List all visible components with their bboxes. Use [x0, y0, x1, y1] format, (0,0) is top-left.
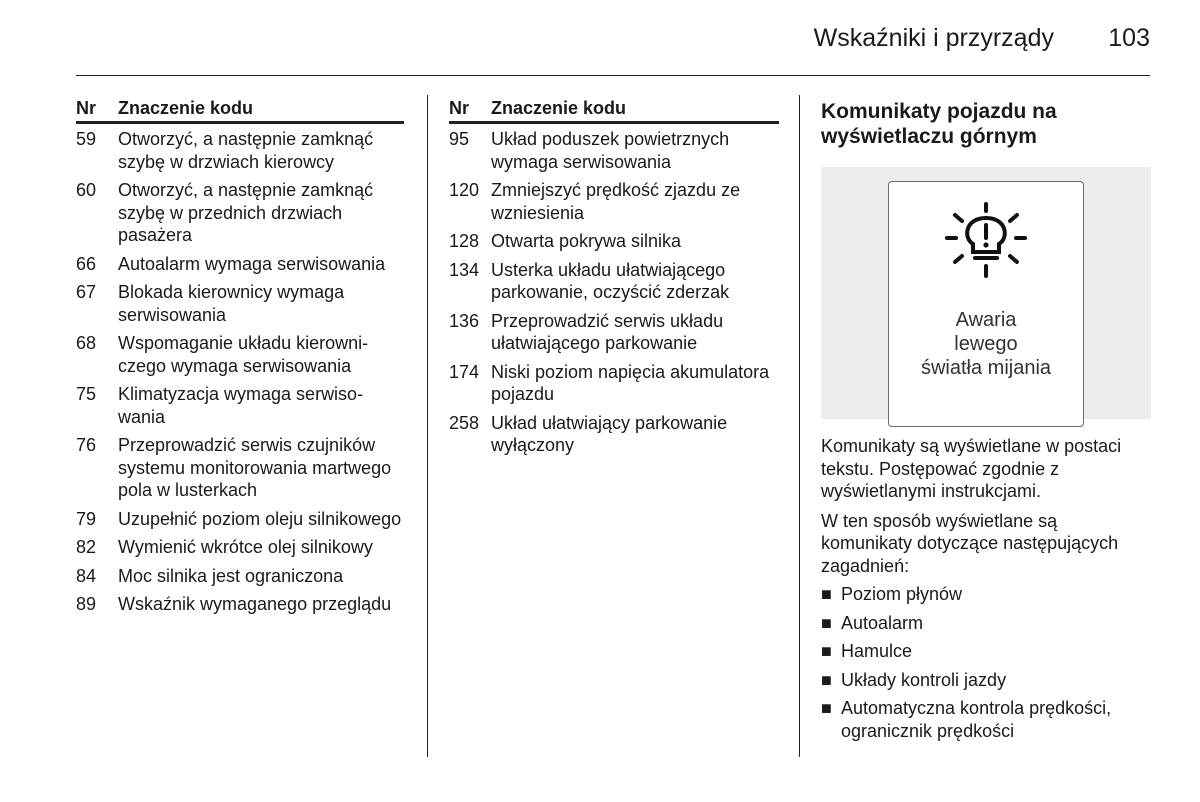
- code-table-right: [449, 95, 779, 457]
- table-row: [76, 332, 404, 377]
- code-meaning: Przeprowadzić serwis czujników systemu monitorowania martwego pola w lusterkach: [118, 435, 392, 500]
- table-row: [76, 179, 404, 247]
- list-item-text: Automatyczna kontrola prędkości, ogranicznik prędkości: [841, 698, 1112, 741]
- table-row: [449, 128, 779, 173]
- bullet-list: [821, 583, 1151, 742]
- code-number: 68: [76, 333, 97, 353]
- code-meaning: Autoalarm wymaga serwisowania: [118, 253, 386, 274]
- list-item: [821, 612, 1151, 635]
- list-item: [821, 697, 1151, 742]
- code-number: 67: [76, 282, 97, 302]
- table-row: [449, 310, 779, 355]
- header-divider: [76, 75, 1150, 76]
- code-number: 95: [449, 129, 470, 149]
- section-title: Komunikaty pojazdu na wyświetlaczu górnym: [821, 100, 1057, 148]
- table-header: [76, 95, 404, 124]
- column-header-desc: Znaczenie kodu: [118, 98, 254, 118]
- bullet-icon: ■: [821, 698, 832, 718]
- table-row: [76, 593, 404, 616]
- code-number: 174: [449, 361, 480, 382]
- code-number: 258: [449, 412, 480, 433]
- bullet-icon: ■: [821, 612, 832, 633]
- paragraph: W ten sposób wyświetlane są komunikaty dotyczące następujących zagadnień:: [821, 510, 1119, 576]
- code-meaning: Zmniejszyć prędkość zjazdu ze wzniesienia: [491, 180, 741, 223]
- display-illustration: [821, 167, 1151, 419]
- list-item: [821, 669, 1151, 692]
- code-meaning: Wymienić wkrótce olej silnikowy: [118, 537, 373, 557]
- column-header-nr: Nr: [76, 98, 97, 118]
- table-row: [76, 508, 404, 531]
- code-meaning: Układ poduszek powietrznych wymaga serwisowania: [491, 129, 730, 172]
- table-row: [76, 253, 404, 276]
- code-meaning: Moc silnika jest ograniczona: [118, 565, 344, 586]
- column-divider: [799, 95, 800, 757]
- table-row: [449, 412, 779, 457]
- code-meaning: Uzupełnić poziom oleju silnikowego: [118, 508, 402, 529]
- code-meaning: Wskaźnik wymaganego przeglądu: [118, 594, 392, 614]
- code-number: 79: [76, 508, 97, 529]
- list-item: [821, 583, 1151, 606]
- bullet-icon: ■: [821, 641, 832, 661]
- code-meaning: Otwarta pokrywa silnika: [491, 231, 682, 251]
- table-row: [449, 361, 779, 406]
- list-item-text: Układy kontroli jazdy: [841, 669, 1007, 690]
- head-up-display-frame: [888, 181, 1084, 427]
- code-meaning: Klimatyzacja wymaga serwisowania: [118, 384, 364, 427]
- table-row: [76, 536, 404, 559]
- code-number: 82: [76, 537, 97, 557]
- page-number: 103: [1108, 24, 1150, 52]
- code-number: 120: [449, 180, 480, 200]
- table-row: [449, 179, 779, 224]
- bullet-icon: ■: [821, 584, 832, 604]
- table-row: [76, 565, 404, 588]
- code-number: 59: [76, 129, 97, 149]
- table-header: [449, 95, 779, 124]
- code-number: 76: [76, 435, 97, 455]
- display-line: światła mijania: [920, 357, 1052, 379]
- list-item-text: Autoalarm: [841, 612, 924, 633]
- bulb-warning-icon: [941, 202, 1031, 282]
- table-row: [76, 434, 404, 502]
- code-number: 134: [449, 259, 480, 280]
- paragraph: Komunikaty są wyświetlane w postaci tekstu. Postępować zgodnie z wyświetlanymi instrukcjami.: [821, 436, 1122, 501]
- table-row: [449, 259, 779, 304]
- list-item-text: Hamulce: [841, 641, 913, 661]
- bullet-icon: ■: [821, 669, 832, 690]
- table-row: [76, 281, 404, 326]
- code-number: 136: [449, 310, 480, 331]
- list-item-text: Poziom płynów: [841, 584, 963, 604]
- code-meaning: Usterka układu ułatwiającego parkowanie, oczyścić zderzak: [491, 259, 730, 302]
- code-meaning: Wspomaganie układu kierowniczego wymaga serwisowania: [118, 333, 369, 376]
- code-meaning: Przeprowadzić serwis układu ułatwiającego parkowanie: [491, 310, 724, 353]
- code-number: 66: [76, 253, 97, 274]
- display-line: lewego: [954, 333, 1018, 355]
- code-meaning: Otworzyć, a następnie zamknąć szybę w przednich drzwiach pasażera: [118, 180, 374, 245]
- display-message: [889, 308, 1083, 380]
- code-table-left: [76, 95, 404, 616]
- column-divider: [427, 95, 428, 757]
- code-meaning: Układ ułatwiający parkowanie wyłączony: [491, 412, 728, 455]
- code-number: 60: [76, 180, 97, 200]
- code-meaning: Blokada kierownicy wymaga serwisowania: [118, 282, 345, 325]
- code-meaning: Otworzyć, a następnie zamknąć szybę w drzwiach kierowcy: [118, 129, 374, 172]
- column-header-desc: Znaczenie kodu: [491, 98, 627, 118]
- table-row: [449, 230, 779, 253]
- code-number: 89: [76, 594, 97, 614]
- code-number: 84: [76, 565, 97, 586]
- code-meaning: Niski poziom napięcia akumulatora pojazdu: [491, 361, 770, 404]
- table-row: [76, 383, 404, 428]
- code-number: 75: [76, 384, 97, 404]
- messages-section: [821, 95, 1151, 742]
- table-row: [76, 128, 404, 173]
- list-item: [821, 640, 1151, 663]
- column-header-nr: Nr: [449, 98, 470, 118]
- code-number: 128: [449, 231, 480, 251]
- header-title: Wskaźniki i przyrządy: [813, 24, 1054, 52]
- display-line: Awaria: [955, 309, 1017, 331]
